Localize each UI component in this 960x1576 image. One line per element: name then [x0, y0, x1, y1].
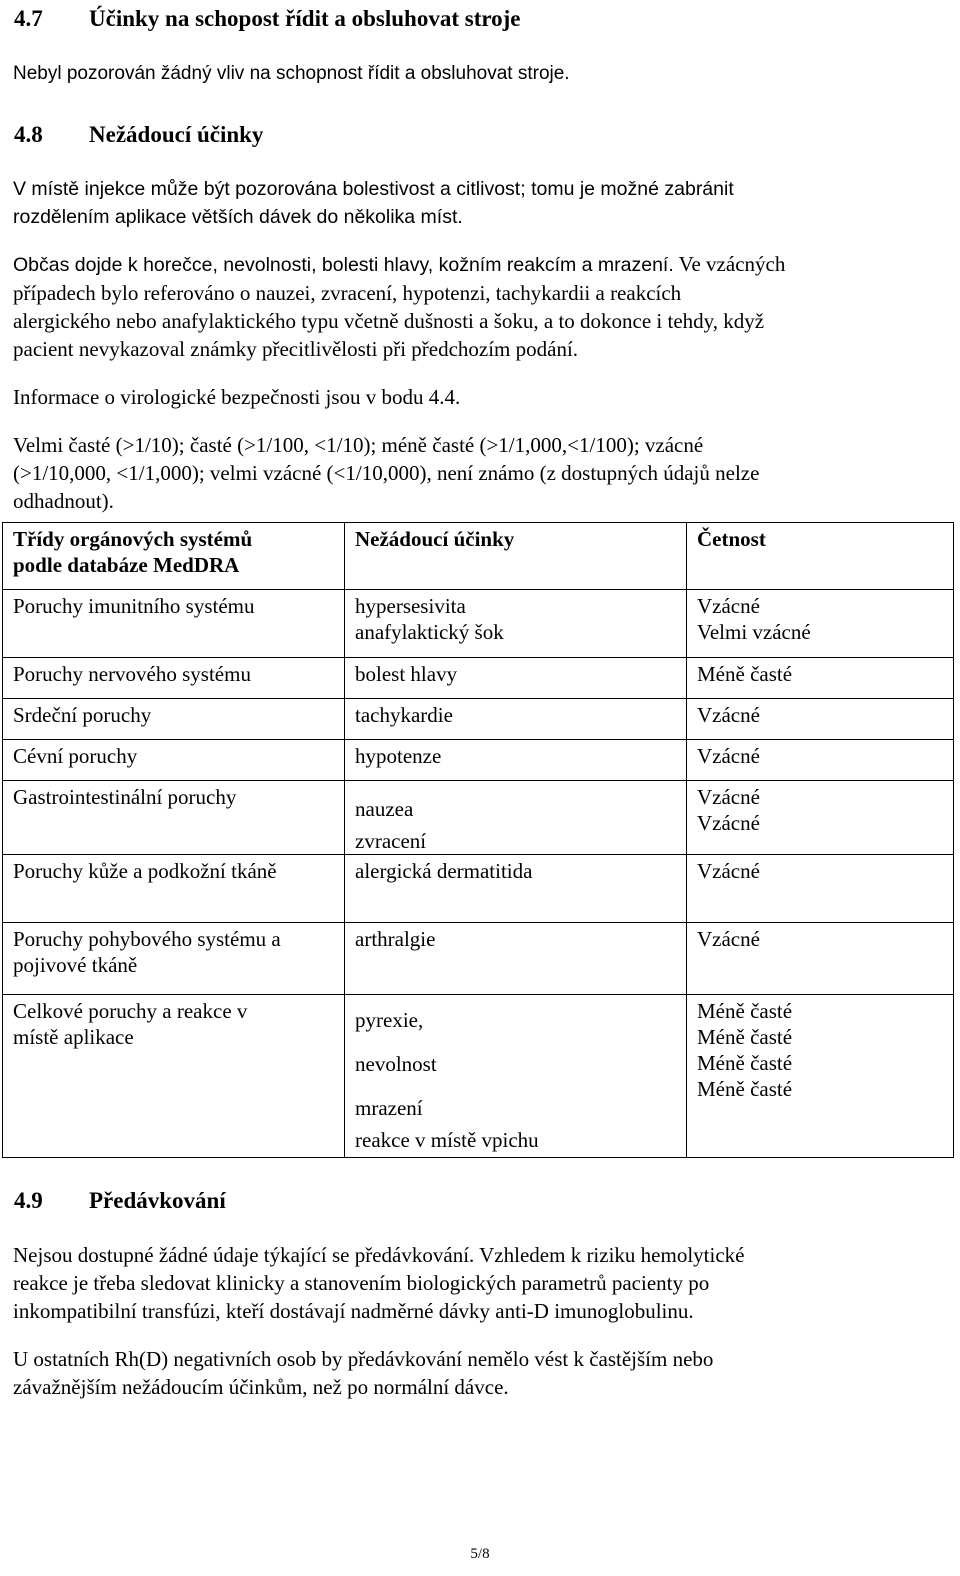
effects-cell: hypotenze [345, 740, 687, 781]
section-title: Předávkování [89, 1188, 226, 1213]
frequency-cell: Vzácné Velmi vzácné [687, 590, 954, 658]
paragraph: Nebyl pozorován žádný vliv na schopnost řídit a obsluhovat stroje. [13, 63, 570, 84]
header-cell: Četnost [687, 523, 954, 590]
effects-cell: hypersesivita anafylaktický šok [345, 590, 687, 658]
text-line: alergického nebo anafylaktického typu včetně dušnosti a šoku, a to dokonce i tehdy, když [13, 309, 765, 333]
table-row [3, 658, 954, 699]
text-line [13, 250, 785, 279]
soc-cell: Srdeční poruchy [3, 699, 345, 740]
text-line: odhadnout). [13, 489, 114, 513]
soc-cell: Celkové poruchy a reakce v místě aplikace [3, 995, 345, 1158]
table-row [3, 995, 954, 1158]
text-line: U ostatních Rh(D) negativních osob by předávkování nemělo vést k častějším nebo [13, 1347, 714, 1371]
frequency-cell: Vzácné [687, 923, 954, 995]
section-number: 4.8 [14, 122, 43, 147]
soc-cell: Poruchy kůže a podkožní tkáně [3, 855, 345, 923]
soc-cell: Cévní poruchy [3, 740, 345, 781]
frequency-cell: Vzácné Vzácné [687, 781, 954, 855]
soc-cell: Gastrointestinální poruchy [3, 781, 345, 855]
text-line: pacient nevykazoval známky přecitlivělosti při předchozím podání. [13, 337, 579, 361]
table-row [3, 781, 954, 855]
soc-cell: Poruchy imunitního systému [3, 590, 345, 658]
effects-cell: nauzea zvracení [345, 781, 687, 855]
header-cell: Třídy orgánových systémů podle databáze MedDRA [3, 523, 345, 590]
section-number: 4.7 [14, 6, 43, 31]
paragraph [13, 250, 785, 363]
text-span: Ve vzácných [673, 252, 786, 276]
frequency-cell: Vzácné [687, 740, 954, 781]
table-row [3, 923, 954, 995]
section-4-7-heading [14, 5, 521, 33]
header-cell: Nežádoucí účinky [345, 523, 687, 590]
section-4-9-heading [14, 1187, 226, 1215]
section-title: Účinky na schopost řídit a obsluhovat stroje [89, 6, 521, 31]
section-title: Nežádoucí účinky [89, 122, 264, 147]
section-number: 4.9 [14, 1188, 43, 1213]
text-line: rozdělením aplikace větších dávek do několika míst. [13, 206, 463, 228]
text-line: případech bylo referováno o nauzei, zvracení, hypotenzi, tachykardii a reakcích [13, 281, 682, 305]
paragraph: Informace o virologické bezpečnosti jsou v bodu 4.4. [13, 385, 461, 409]
frequency-cell: Vzácné [687, 855, 954, 923]
table-row [3, 855, 954, 923]
text-line: inkompatibilní transfúzi, kteří dostávají nadměrné dávky anti-D imunoglobulinu. [13, 1299, 694, 1323]
page-number: 5/8 [470, 1546, 490, 1562]
frequency-cell: Méně časté Méně časté Méně časté Méně časté [687, 995, 954, 1158]
table-row [3, 740, 954, 781]
effects-cell: alergická dermatitida [345, 855, 687, 923]
paragraph [13, 1241, 744, 1325]
frequency-legend [13, 431, 759, 515]
frequency-cell: Méně časté [687, 658, 954, 699]
adverse-effects-table [2, 522, 954, 1158]
text-span: Občas dojde k horečce, nevolnosti, bolesti hlavy, kožním reakcím a mrazení. [13, 254, 674, 276]
soc-cell: Poruchy nervového systému [3, 658, 345, 699]
paragraph [13, 175, 734, 231]
text-line: (>1/10,000, <1/1,000); velmi vzácné (<1/10,000), není známo (z dostupných údajů nelze [13, 461, 760, 485]
frequency-cell: Vzácné [687, 699, 954, 740]
section-4-8-heading [14, 121, 263, 149]
effects-cell: bolest hlavy [345, 658, 687, 699]
table-row [3, 590, 954, 658]
effects-cell: arthralgie [345, 923, 687, 995]
text-line: Nejsou dostupné žádné údaje týkající se předávkování. Vzhledem k riziku hemolytické [13, 1243, 745, 1267]
effects-cell: pyrexie, nevolnost mrazení reakce v místě vpichu [345, 995, 687, 1158]
table-row [3, 699, 954, 740]
text-line: Velmi časté (>1/10); časté (>1/100, <1/10); méně časté (>1/1,000,<1/100); vzácné [13, 433, 704, 457]
text-line: reakce je třeba sledovat klinicky a stanovením biologických parametrů pacienty po [13, 1271, 710, 1295]
paragraph [13, 1345, 713, 1401]
effects-cell: tachykardie [345, 699, 687, 740]
text-line: V místě injekce může být pozorována bolestivost a citlivost; tomu je možné zabránit [13, 178, 734, 200]
table-header-row [3, 523, 954, 590]
text-line: závažnějším nežádoucím účinkům, než po normální dávce. [13, 1375, 509, 1399]
soc-cell: Poruchy pohybového systému a pojivové tkáně [3, 923, 345, 995]
